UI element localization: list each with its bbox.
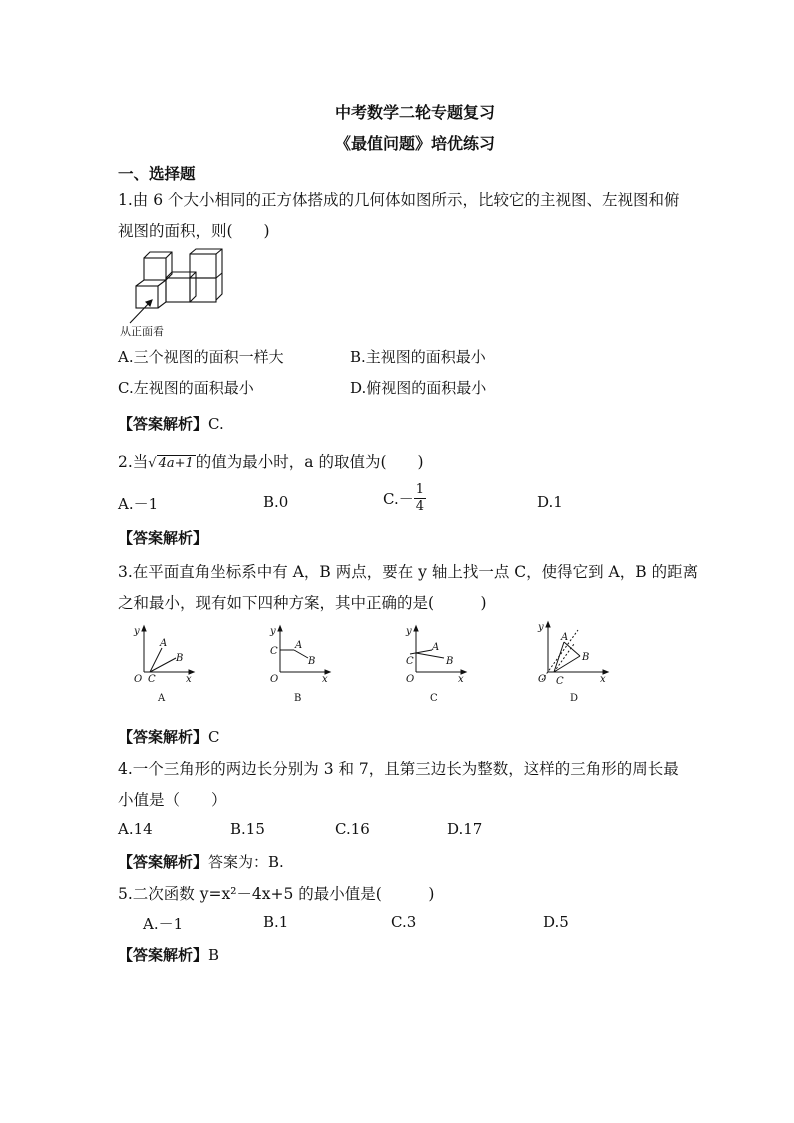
q3-diagram-d bbox=[534, 620, 614, 704]
point-a-label: A bbox=[295, 640, 303, 651]
q4-option-b: B.15 bbox=[230, 820, 265, 838]
origin-label: O bbox=[406, 674, 415, 685]
y-axis-label: y bbox=[406, 626, 412, 637]
point-b-label: B bbox=[176, 653, 184, 664]
origin-label: O bbox=[538, 674, 547, 685]
fraction-denominator: 4 bbox=[415, 499, 424, 514]
q2-answer bbox=[118, 527, 208, 548]
q2-option-d: D.1 bbox=[537, 493, 563, 511]
point-b-label: B bbox=[308, 656, 316, 667]
q4-answer bbox=[118, 851, 284, 872]
q5-option-a: A.－1 bbox=[143, 915, 184, 933]
q3-answer-label: 【答案解析】 bbox=[118, 728, 209, 746]
point-c-label: C bbox=[556, 676, 564, 687]
point-a-label: A bbox=[160, 638, 168, 649]
q3-caption-a: A bbox=[158, 693, 166, 704]
point-b-label: B bbox=[446, 656, 454, 667]
q5-answer bbox=[118, 944, 219, 965]
q4-stem-line1: 4.一个三角形的两边长分别为 3 和 7，且第三边长为整数，这样的三角形的周长最 bbox=[118, 760, 679, 778]
point-a-label: A bbox=[561, 632, 569, 643]
x-axis-label: x bbox=[186, 674, 192, 685]
x-axis-label: x bbox=[600, 674, 606, 685]
q3-caption-b: B bbox=[294, 693, 302, 704]
q3-caption-d: D bbox=[570, 693, 579, 704]
q3-diagram-a bbox=[126, 624, 198, 704]
page-title: 中考数学二轮专题复习 bbox=[334, 103, 495, 122]
origin-label: O bbox=[134, 674, 143, 685]
q4-answer-value: 答案为：B. bbox=[208, 853, 284, 871]
q4-stem-line2: 小值是（ ） bbox=[118, 791, 227, 809]
section-heading: 一、选择题 bbox=[118, 164, 196, 183]
fraction-numerator: 1 bbox=[415, 482, 424, 497]
q3-diagram-c bbox=[398, 624, 470, 704]
q2-stem-suffix: 的值为最小时，a 的取值为( ) bbox=[195, 453, 424, 471]
q2-option-c-fraction bbox=[414, 482, 426, 515]
q5-stem: 5.二次函数 y=x²－4x+5 的最小值是( ) bbox=[118, 885, 435, 903]
q5-option-d: D.5 bbox=[543, 913, 569, 931]
q1-answer-value: C. bbox=[208, 415, 224, 433]
y-axis-label: y bbox=[270, 626, 276, 637]
q4-option-a: A.14 bbox=[118, 820, 153, 838]
q2-radicand: 4a+1 bbox=[158, 456, 194, 471]
q4-option-d: D.17 bbox=[447, 820, 483, 838]
q3-stem-line2: 之和最小，现有如下四种方案，其中正确的是( ) bbox=[118, 594, 487, 612]
q3-caption-c: C bbox=[430, 693, 438, 704]
point-a-label: A bbox=[432, 642, 440, 653]
q5-option-c: C.3 bbox=[391, 913, 417, 931]
point-b-label: B bbox=[582, 652, 590, 663]
q1-stem-line1: 1.由 6 个大小相同的正方体搭成的几何体如图所示，比较它的主视图、左视图和俯 bbox=[118, 191, 680, 209]
q2-option-c bbox=[383, 482, 426, 515]
q5-option-b: B.1 bbox=[263, 913, 289, 931]
q2-option-c-prefix: C.－ bbox=[383, 490, 414, 508]
q2-stem-prefix: 2.当 bbox=[118, 453, 149, 471]
q3-diagram-b bbox=[262, 624, 334, 704]
q1-answer-label: 【答案解析】 bbox=[118, 415, 209, 433]
q2-answer-label: 【答案解析】 bbox=[118, 529, 209, 547]
y-axis-label: y bbox=[538, 622, 544, 633]
q1-option-b: B.主视图的面积最小 bbox=[350, 348, 486, 366]
q3-answer bbox=[118, 726, 220, 747]
q5-answer-label: 【答案解析】 bbox=[118, 946, 209, 964]
q1-figure-caption: 从正面看 bbox=[120, 325, 164, 338]
point-c-label: C bbox=[406, 656, 414, 667]
q1-stem-line2: 视图的面积，则( ) bbox=[118, 222, 270, 240]
q4-answer-label: 【答案解析】 bbox=[118, 853, 209, 871]
q1-option-d: D.俯视图的面积最小 bbox=[350, 379, 487, 397]
x-axis-label: x bbox=[458, 674, 464, 685]
q4-option-c: C.16 bbox=[335, 820, 370, 838]
radical-sign: √ bbox=[148, 456, 157, 471]
page-subtitle: 《最值问题》培优练习 bbox=[334, 134, 495, 153]
q5-answer-value: B bbox=[208, 946, 220, 964]
q1-option-a: A.三个视图的面积一样大 bbox=[118, 348, 284, 366]
q3-answer-value: C bbox=[208, 728, 220, 746]
q2-option-b: B.0 bbox=[263, 493, 289, 511]
point-c-label: C bbox=[270, 646, 278, 657]
point-c-label: C bbox=[148, 674, 156, 685]
origin-label: O bbox=[270, 674, 279, 685]
q2-option-a: A.－1 bbox=[118, 495, 159, 513]
x-axis-label: x bbox=[322, 674, 328, 685]
q1-cube-figure bbox=[116, 248, 228, 338]
q2-stem bbox=[118, 450, 424, 472]
y-axis-label: y bbox=[134, 626, 140, 637]
q3-stem-line1: 3.在平面直角坐标系中有 A，B 两点，要在 y 轴上找一点 C，使得它到 A，B 的距离 bbox=[118, 563, 699, 581]
q1-answer bbox=[118, 413, 224, 434]
q1-option-c: C.左视图的面积最小 bbox=[118, 379, 254, 397]
